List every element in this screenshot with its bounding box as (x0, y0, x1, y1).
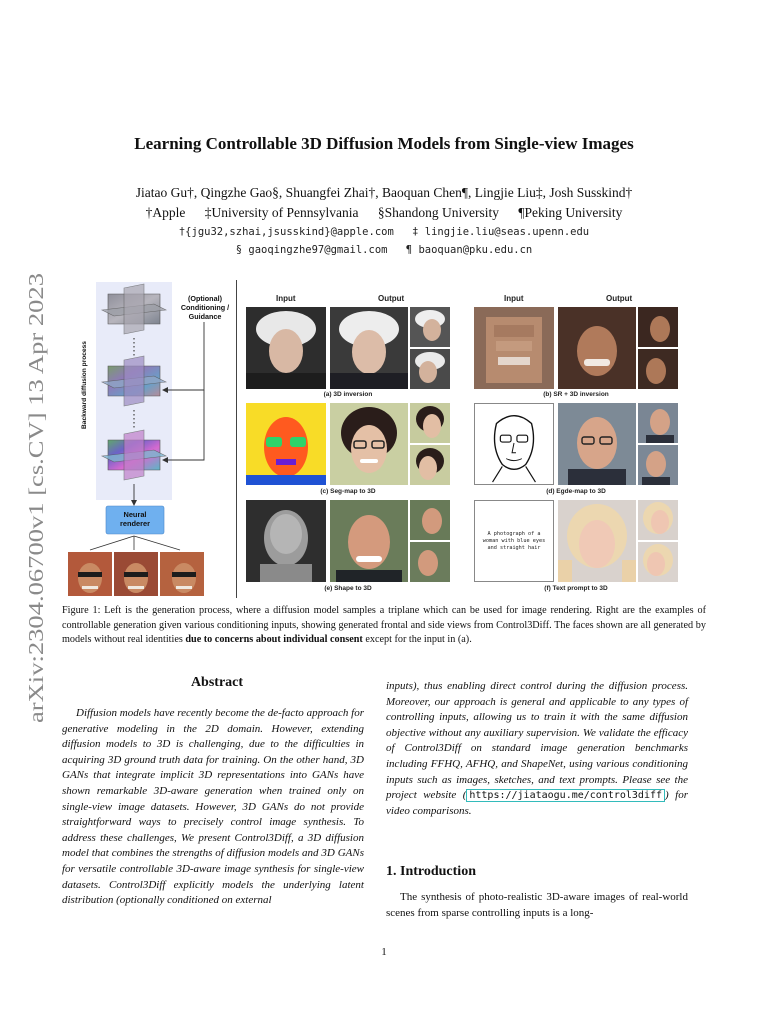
email-shandong[interactable]: § gaoqingzhe97@gmail.com (235, 244, 388, 256)
panel-d-output-side (638, 403, 678, 443)
affiliation-pku: ¶Peking University (518, 205, 623, 220)
figure-caption (62, 604, 706, 648)
panel-b-output-side (638, 307, 678, 347)
input-header-right: Input (504, 294, 524, 303)
panel-a-output-front (330, 307, 408, 389)
arxiv-stamp (20, 268, 50, 728)
author-list: Jiatao Gu†, Qingzhe Gao§, Shuangfei Zhai†, Baoquan Chen¶, Lingjie Liu‡, Josh Susskind† (135, 185, 633, 200)
panel-b-label: (b) SR + 3D inversion (543, 391, 609, 398)
panel-a-output-side (410, 349, 450, 389)
panel-c-output-front (330, 403, 408, 485)
panel-e-output-front (330, 500, 408, 582)
panel-f-label: (f) Text prompt to 3D (544, 585, 608, 592)
paper-title: Learning Controllable 3D Diffusion Models from Single-view Images (134, 134, 634, 153)
figure-1 (64, 280, 700, 600)
backward-diffusion-label: Backward diffusion process (81, 341, 88, 429)
panel-f-output-side (638, 500, 678, 540)
rendered-face-image (160, 552, 204, 596)
caption-text-end: except for the input in (a). (362, 634, 472, 646)
panel-b-input-image (474, 307, 554, 389)
panel-c-output-side (410, 403, 450, 443)
panel-d-edgemap-image (474, 403, 554, 485)
panel-a-input-image (246, 307, 326, 389)
output-header-right: Output (606, 294, 633, 303)
page-number: 1 (381, 946, 387, 958)
email-pku[interactable]: ¶ baoquan@pku.edu.cn (405, 244, 533, 256)
affiliation-shandong: §Shandong University (377, 205, 499, 220)
affiliation-apple: †Apple (145, 205, 186, 220)
panel-f-text-prompt-box (474, 500, 554, 582)
abstract-right-column (386, 679, 688, 819)
abstract-continued-text: inputs), thus enabling direct control during the diffusion process. Moreover, our approach is general and applicable to any types of controlling inputs, allowing us to train it with the same diffusion objective without any auxiliary supervision. We validate the efficacy of Control3Diff on standard image generation benchmarks including FFHQ, AFHQ, and ShapeNet, using various conditioning inputs such as images, sketches, and text prompts. Please see the project website ( (386, 680, 688, 802)
panel-a-output-side (410, 307, 450, 347)
neural-renderer-label: Neural renderer (120, 510, 150, 528)
figure-divider (236, 280, 237, 598)
panel-b-output-front (558, 307, 636, 389)
output-header-left: Output (378, 294, 405, 303)
panel-f-output-front (558, 500, 636, 582)
caption-bold-text: due to concerns about individual consent (185, 634, 363, 646)
affiliations (60, 204, 708, 222)
input-header-left: Input (276, 294, 296, 303)
conditioning-guidance-label: (Optional) Conditioning / Guidance (180, 294, 230, 321)
abstract-left-column: Diffusion models have recently become the de-facto approach for generative modeling in the 2D domain. However, extending diffusion models to 3D is challenging, due to the difficulties in acquiring 3D ground truth data for training. On the other hand, 3D GANs that integrate implicit 3D representations into GANs have shown remarkable 3D-aware generation when trained only on single-view image datasets. However, 3D GANs do not provide straightforward ways to precisely control image synthesis. To address these challenges, We present Control3Diff, a 3D diffusion model that combines the strengths of diffusion models and 3D GANs for versatile controllable 3D-aware image synthesis for single-view datasets. Control3Diff explicitly models the underlying latent distribution (optionally conditioned on external (62, 707, 364, 907)
panel-e-shape-image (246, 500, 326, 582)
panel-c-label: (c) Seg-map to 3D (320, 488, 376, 495)
panel-c-segmap-image (246, 403, 326, 485)
panel-e-label: (e) Shape to 3D (324, 585, 372, 592)
project-website-link[interactable]: https://jiataogu.me/control3diff (466, 789, 665, 802)
panel-a-label: (a) 3D inversion (323, 391, 373, 398)
caption-text: Figure 1: Left is the generation process, where a diffusion model samples a triplane which can be used for image rendering. Right are the examples of controllable generation given various conditioning inputs, showing generated frontal and side views from Control3Diff. The faces shown are all generated by models without real identities (62, 605, 706, 646)
introduction-heading: 1. Introduction (386, 864, 476, 879)
email-upenn[interactable]: ‡ lingjie.liu@seas.upenn.edu (412, 226, 590, 238)
panel-d-output-front (558, 403, 636, 485)
panel-e-output-side (410, 500, 450, 540)
panel-d-label: (d) Egde-map to 3D (546, 488, 606, 495)
panel-b-output-side (638, 349, 678, 389)
email-row-1 (60, 226, 708, 238)
email-row-2 (60, 244, 708, 256)
email-apple[interactable]: †{jgu32,szhai,jsusskind}@apple.com (178, 226, 394, 238)
arxiv-stamp-svg (20, 268, 50, 728)
panel-f-prompt-text: A photograph of a woman with blue eyes and straight hair (482, 530, 546, 551)
affiliation-upenn: ‡University of Pennsylvania (204, 205, 359, 220)
rendered-face-image (68, 552, 112, 596)
panel-e-output-side (410, 542, 450, 582)
arxiv-id-text: arXiv:2304.06700v1 [cs.CV] 13 Apr 2023 (24, 367, 48, 723)
abstract-end-text: ) for video comparisons. (386, 789, 688, 817)
panel-c-output-side (410, 445, 450, 485)
abstract-heading: Abstract (190, 675, 244, 690)
introduction-text: The synthesis of photo-realistic 3D-aware images of real-world scenes from sparse controlling inputs is a long- (386, 891, 688, 919)
rendered-face-image (114, 552, 158, 596)
panel-d-output-side (638, 445, 678, 485)
panel-f-output-side (638, 542, 678, 582)
